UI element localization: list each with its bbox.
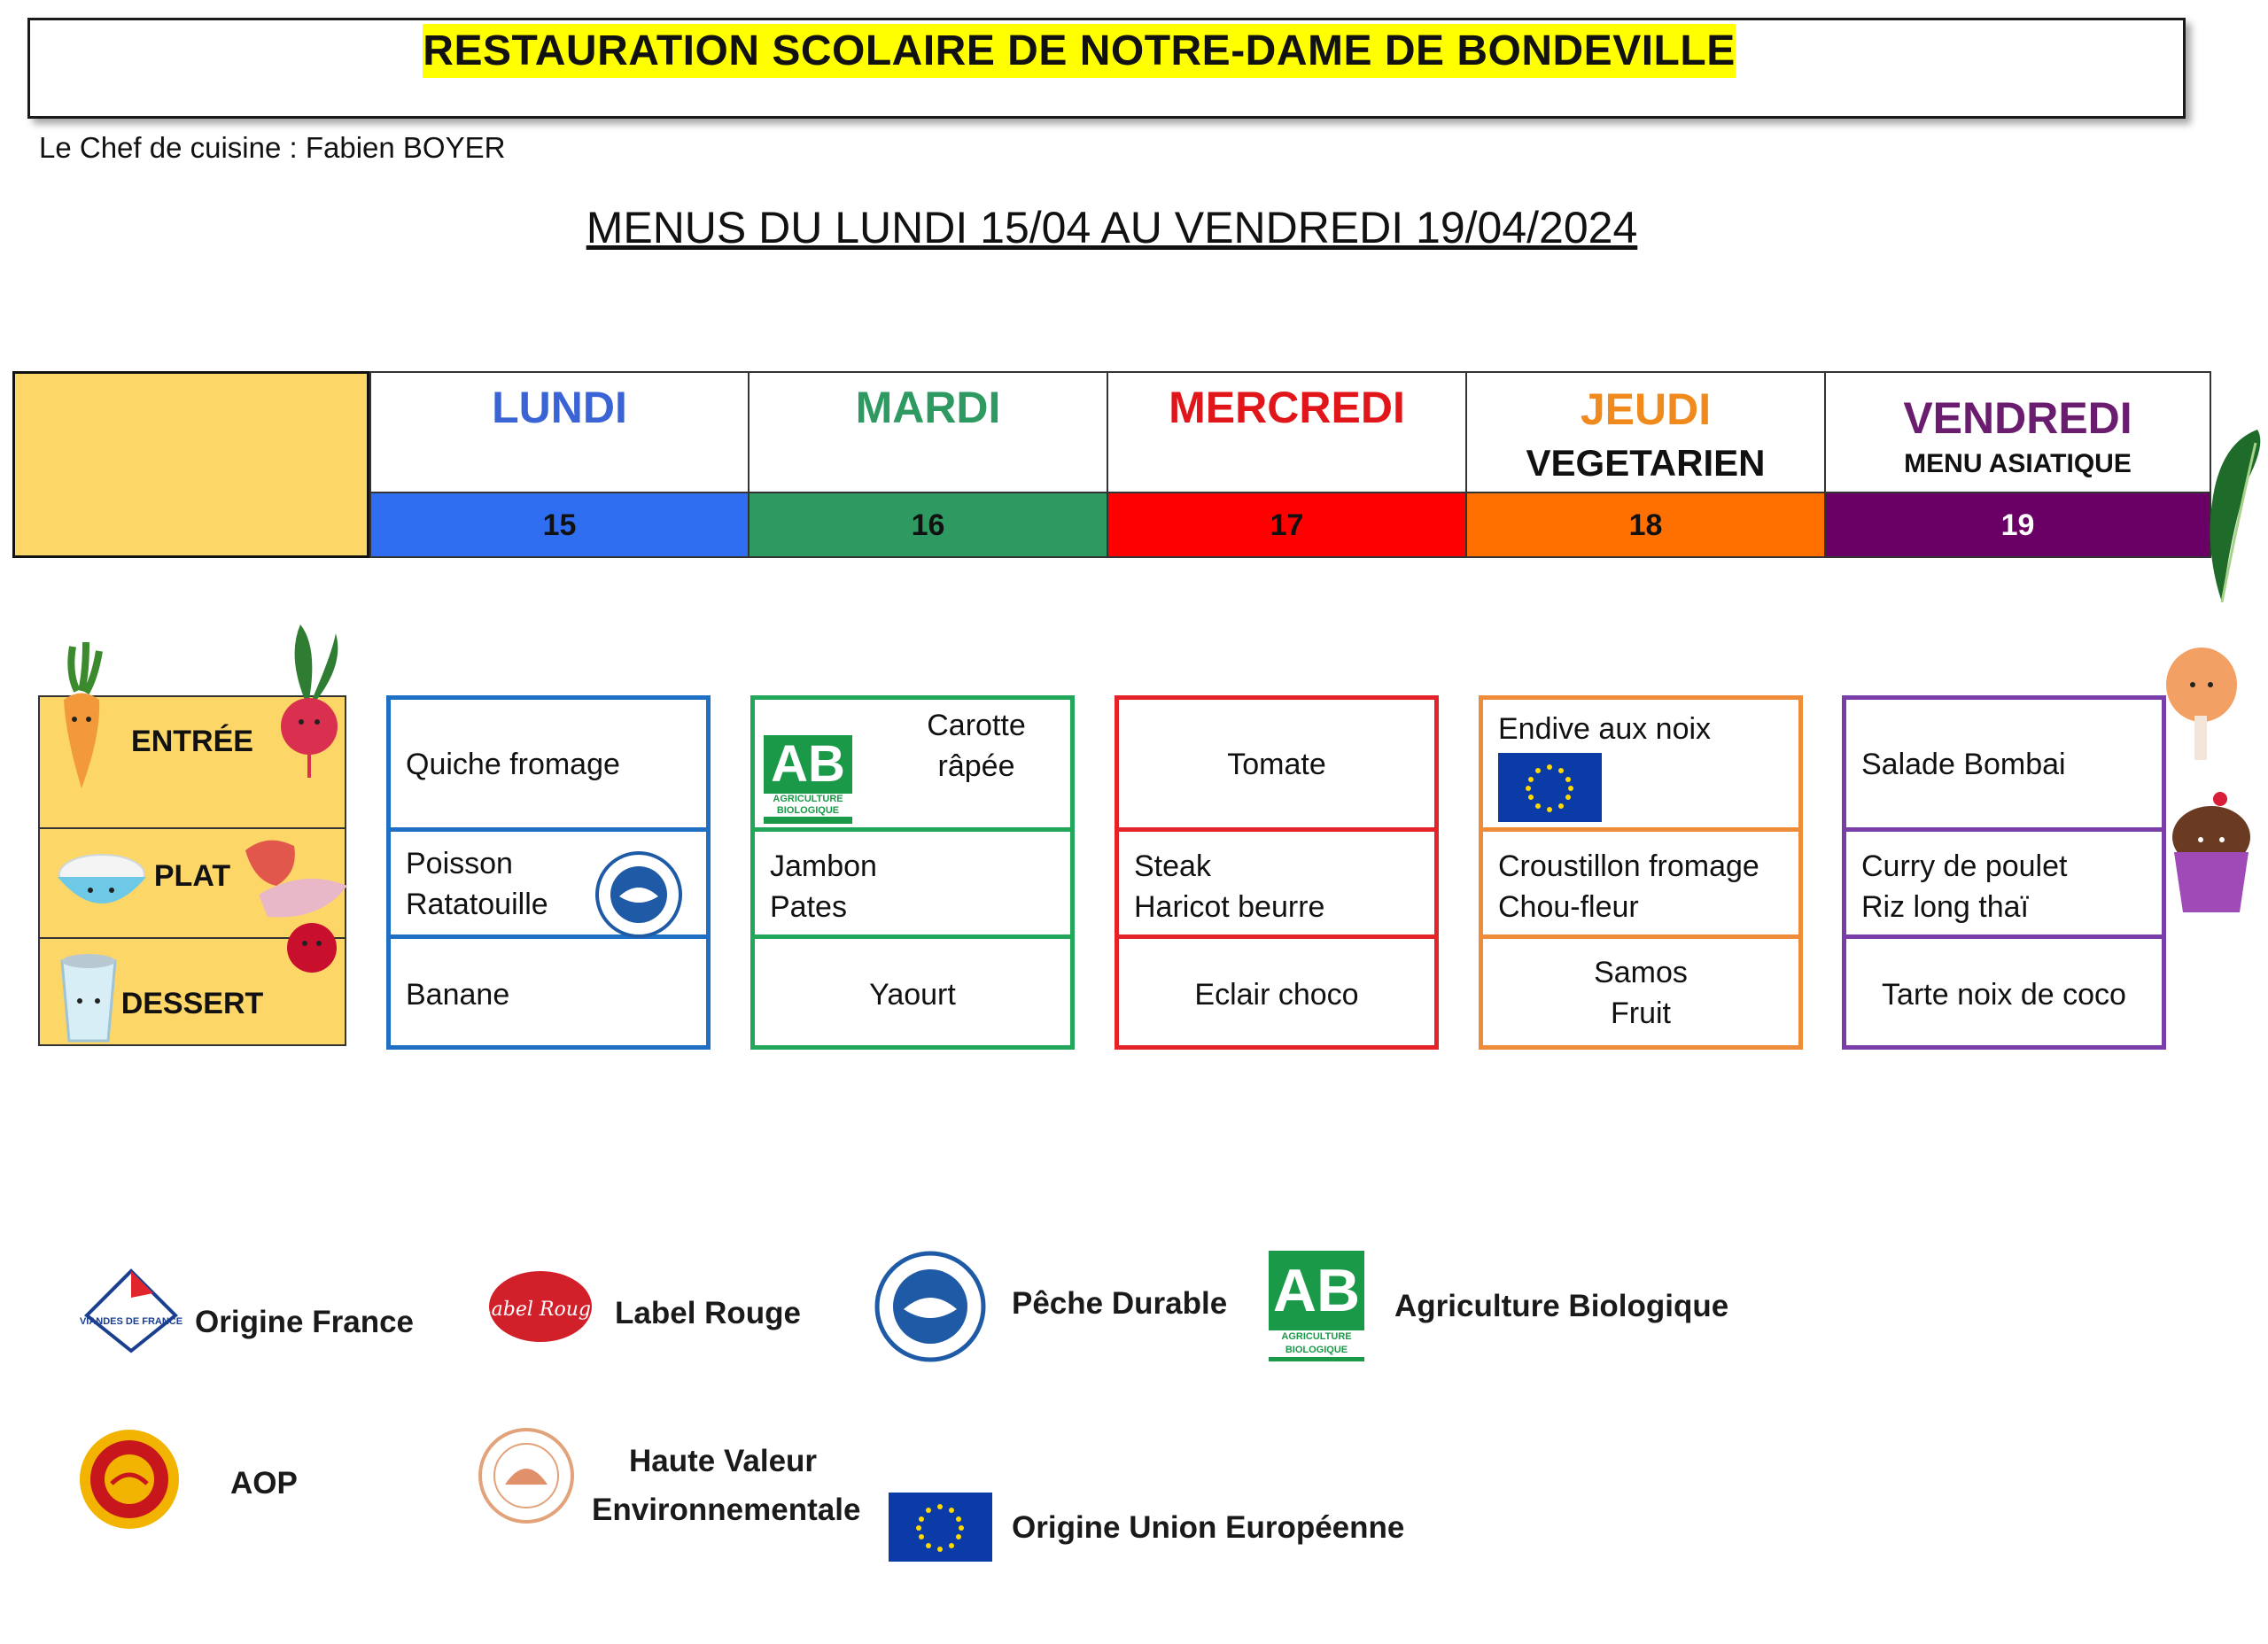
day-number-15: 15 [369, 493, 748, 558]
day-number-19: 19 [1824, 493, 2211, 558]
menu-jeudi-dessert-1: Samos [1594, 956, 1688, 989]
menu-mardi-starter-2: râpée [937, 749, 1015, 783]
menu-box-vendredi [1842, 695, 2166, 1050]
day-header-jeudi: JEUDI VEGETARIEN [1465, 371, 1824, 493]
legend-hve-line-1: Haute Valeur [629, 1444, 818, 1478]
chef-name: Le Chef de cuisine : Fabien BOYER [39, 131, 506, 164]
svg-text:VIANDES DE FRANCE: VIANDES DE FRANCE [79, 1316, 183, 1327]
peche-durable-legend-logo [873, 1249, 988, 1364]
day-header-mardi: MARDI [748, 371, 1107, 493]
row-divider [391, 827, 706, 832]
menu-lundi-main-2: Ratatouille [406, 888, 548, 921]
menu-box-jeudi [1479, 695, 1803, 1050]
row-divider [1483, 934, 1798, 939]
legend-peche-durable: Pêche Durable [1012, 1286, 1228, 1321]
meat-fish-icon [241, 833, 356, 983]
cupcake-icon [2167, 788, 2256, 921]
agriculture-bio-legend-logo: AB AGRICULTURE BIOLOGIQUE [1269, 1251, 1364, 1361]
day-header-mercredi: MERCREDI [1107, 371, 1465, 493]
menu-lundi-starter: Quiche fromage [406, 748, 620, 781]
hve-logo [477, 1426, 576, 1525]
menu-jeudi-starter: Endive aux noix [1498, 712, 1712, 746]
row-divider [1119, 934, 1434, 939]
day-header-lundi: LUNDI [369, 371, 748, 493]
row-divider [755, 934, 1070, 939]
legend-origine-ue: Origine Union Européenne [1012, 1510, 1405, 1545]
carrot-icon [46, 638, 117, 797]
menu-box-mardi [750, 695, 1075, 1050]
peche-durable-logo [593, 850, 685, 939]
menu-box-mercredi [1115, 695, 1439, 1050]
menu-mardi-starter-1: Carotte [927, 709, 1026, 742]
label-rouge-logo [478, 1267, 602, 1346]
course-dessert-label: DESSERT [120, 987, 264, 1020]
row-divider [1483, 827, 1798, 832]
eu-flag-icon [1498, 753, 1602, 822]
day-header-vendredi: VENDREDI MENU ASIATIQUE [1824, 371, 2211, 493]
svg-text:Label Rouge: Label Rouge [478, 1299, 602, 1321]
legend-origine-france: Origine France [195, 1305, 415, 1339]
menu-mardi-dessert: Yaourt [869, 978, 956, 1012]
legend-aop: AOP [230, 1466, 298, 1501]
menu-vendredi-main-2: Riz long thaï [1861, 890, 2029, 924]
ab-logo: AB AGRICULTURE BIOLOGIQUE [764, 735, 852, 824]
page-title: RESTAURATION SCOLAIRE DE NOTRE-DAME DE BONDEVILLE [0, 27, 2158, 75]
viandes-de-france-logo [78, 1262, 184, 1360]
radish-icon [269, 620, 349, 779]
yogurt-icon [53, 943, 124, 1045]
menu-box-lundi [386, 695, 711, 1050]
menu-jeudi-main-2: Chou-fleur [1498, 890, 1639, 924]
header-corner [12, 371, 369, 558]
menu-vendredi-starter: Salade Bombai [1861, 748, 2066, 781]
menu-mercredi-dessert: Eclair choco [1194, 978, 1359, 1012]
menu-mercredi-main-1: Steak [1134, 849, 1211, 883]
course-starter-label: ENTRÉE [131, 725, 253, 758]
menu-vendredi-main-1: Curry de poulet [1861, 849, 2068, 883]
spinach-leaf-icon [2186, 425, 2268, 611]
legend-agriculture-biologique: Agriculture Biologique [1394, 1289, 1729, 1323]
day-number-17: 17 [1107, 493, 1465, 558]
menu-mardi-main-1: Jambon [770, 849, 877, 883]
rice-bowl-icon [53, 846, 151, 917]
row-divider [1846, 827, 2162, 832]
row-divider [1119, 827, 1434, 832]
menu-mardi-main-2: Pates [770, 890, 847, 924]
course-main-label: PLAT [153, 859, 231, 893]
aop-logo [76, 1426, 183, 1532]
eu-flag-legend-icon [889, 1493, 992, 1562]
menu-jeudi-dessert-2: Fruit [1611, 996, 1671, 1030]
menu-vendredi-dessert: Tarte noix de coco [1882, 978, 2126, 1012]
week-range: MENUS DU LUNDI 15/04 AU VENDREDI 19/04/2024 [586, 203, 1638, 252]
menu-lundi-dessert: Banane [406, 978, 510, 1012]
menu-mercredi-main-2: Haricot beurre [1134, 890, 1325, 924]
legend-hve-line-2: Environnementale [592, 1493, 861, 1527]
day-number-16: 16 [748, 493, 1107, 558]
legend-label-rouge: Label Rouge [615, 1296, 802, 1330]
day-number-18: 18 [1465, 493, 1824, 558]
row-divider [1846, 934, 2162, 939]
menu-jeudi-main-1: Croustillon fromage [1498, 849, 1759, 883]
menu-mercredi-starter: Tomate [1227, 748, 1326, 781]
drumstick-icon [2157, 645, 2246, 778]
row-divider [755, 827, 1070, 832]
course-divider [38, 827, 346, 829]
menu-lundi-main-1: Poisson [406, 847, 513, 880]
